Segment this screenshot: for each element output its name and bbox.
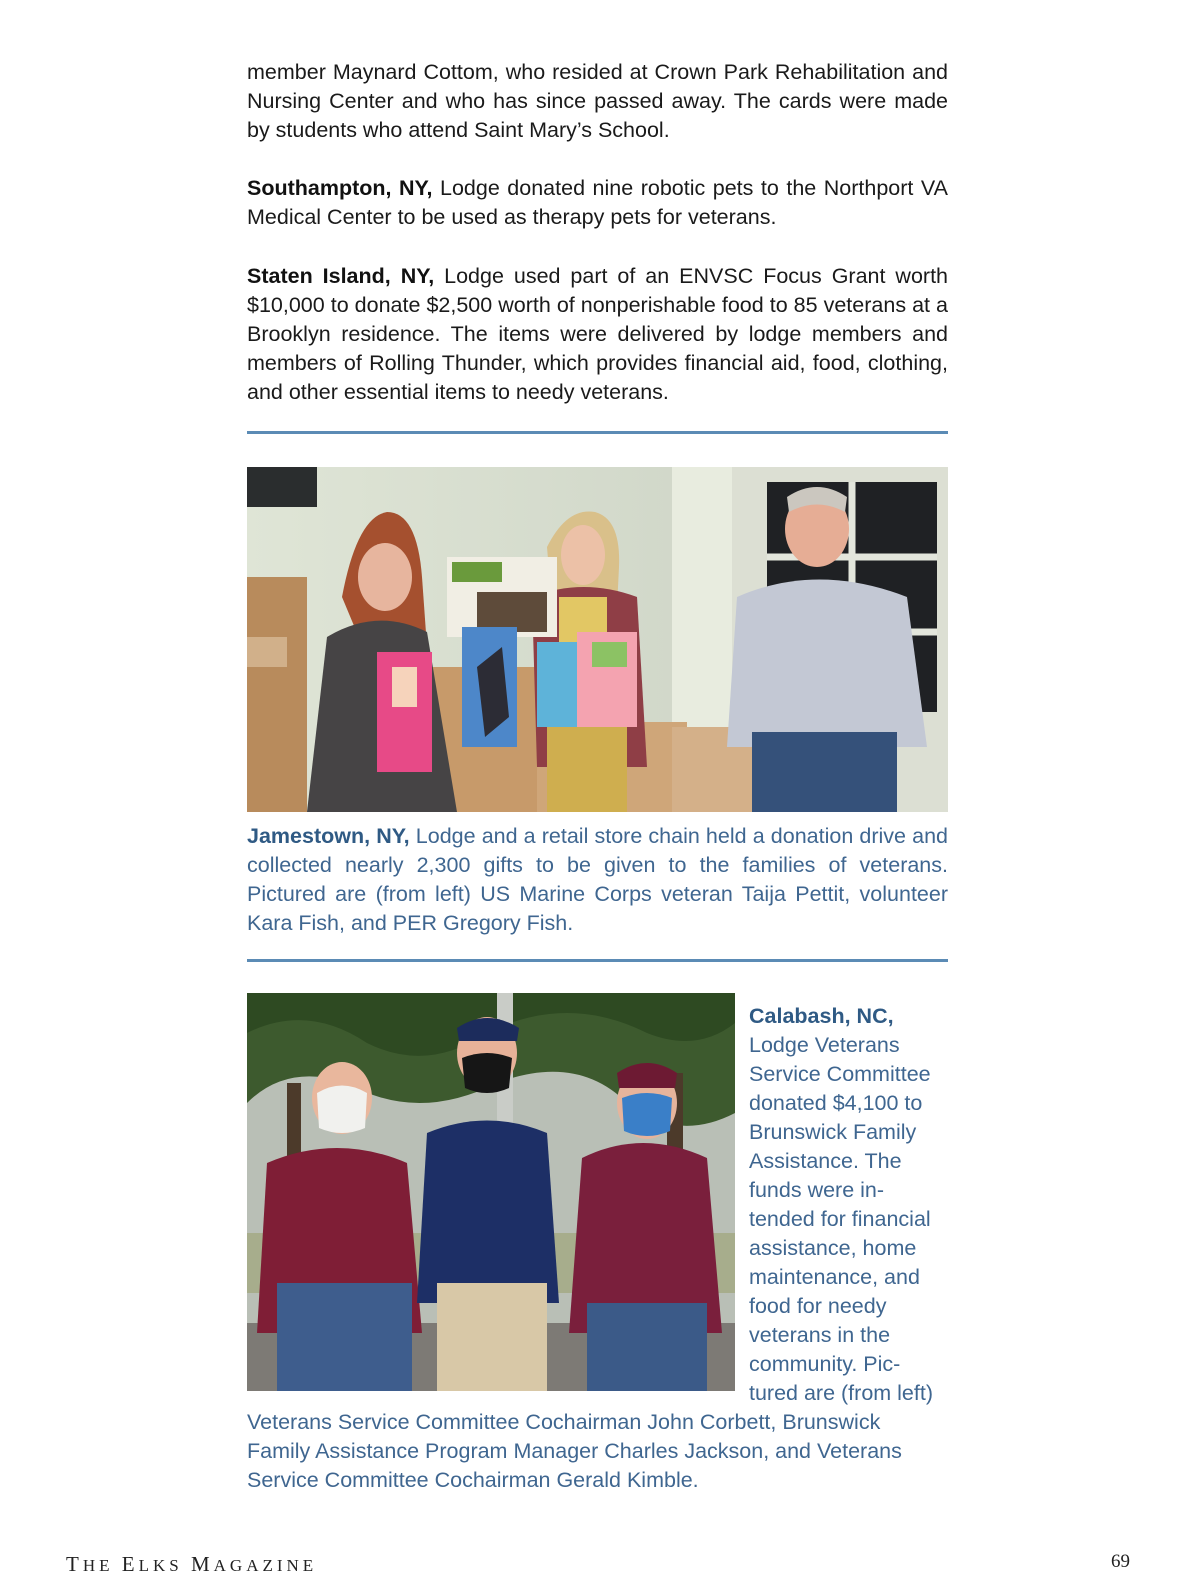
page-number: 69 xyxy=(1111,1551,1130,1572)
jamestown-caption-block xyxy=(247,822,948,938)
calabash-bottom-caption xyxy=(247,1408,967,1495)
calabash-line: community. Pic- xyxy=(749,1352,901,1376)
calabash-photo-illustration xyxy=(247,993,735,1391)
section-divider-2 xyxy=(247,959,948,962)
magazine-title: THE ELKS MAGAZINE xyxy=(66,1552,318,1576)
calabash-line: funds were in- xyxy=(749,1178,885,1202)
calabash-line: tured are (from left) xyxy=(749,1381,933,1405)
jamestown-photo xyxy=(247,467,948,812)
calabash-line: tended for financial xyxy=(749,1207,931,1231)
paragraph-southampton xyxy=(247,174,948,232)
calabash-bottom-line: Veterans Service Committee Cochairman John Corbett, Brunswick xyxy=(247,1410,881,1434)
calabash-line: veterans in the xyxy=(749,1323,891,1347)
calabash-line: maintenance, and xyxy=(749,1265,920,1289)
lodge-name-calabash: Calabash, NC, xyxy=(749,1004,894,1028)
calabash-line: donated $4,100 to xyxy=(749,1091,923,1115)
article-staten-island xyxy=(247,262,948,407)
paragraph-cottom: member Maynard Cottom, who resided at Crown Park Rehabilitation and Nursing Center and who has since passed away. The cards were made by students who attend Saint Mary’s School. xyxy=(247,60,948,142)
calabash-line: assistance, home xyxy=(749,1236,917,1260)
calabash-line: Service Committee xyxy=(749,1062,931,1086)
jamestown-caption xyxy=(247,822,948,938)
southampton-text: Lodge donated nine robotic pets to the Northport VA Medical Center to be used as therapy pets for veterans. xyxy=(247,176,948,229)
calabash-line: Assistance. The xyxy=(749,1149,902,1173)
section-divider-1 xyxy=(247,431,948,434)
calabash-photo xyxy=(247,993,735,1391)
lodge-name-jamestown: Jamestown, NY, xyxy=(247,824,410,848)
lodge-name-staten-island: Staten Island, NY, xyxy=(247,264,435,288)
lodge-name-southampton: Southampton, NY, xyxy=(247,176,433,200)
article-southampton xyxy=(247,174,948,232)
calabash-line: food for needy xyxy=(749,1294,887,1318)
calabash-bottom-line: Family Assistance Program Manager Charles Jackson, and Veterans xyxy=(247,1439,902,1463)
staten-island-text: Lodge used part of an ENVSC Focus Grant worth $10,000 to donate $2,500 worth of nonperishable food to 85 veterans at a Brooklyn residence. The items were delivered by lodge members and members of Rolling Thunder, which provides financial aid, food, clothing, and other essential items to needy veterans. xyxy=(247,264,948,404)
jamestown-caption-text: Lodge and a retail store chain held a donation drive and collected nearly 2,300 gifts to be given to the families of veterans. Pictured are (from left) US Marine Corps veteran Taija Pettit, volunteer Kara Fish, and PER Gregory Fish. xyxy=(247,824,948,935)
jamestown-photo-illustration xyxy=(247,467,948,812)
calabash-bottom-line: Service Committee Cochairman Gerald Kimble. xyxy=(247,1468,699,1492)
article-continuation xyxy=(247,58,948,145)
calabash-line: Brunswick Family xyxy=(749,1120,917,1144)
calabash-side-caption xyxy=(749,1002,949,1408)
paragraph-staten-island xyxy=(247,262,948,407)
calabash-line: Lodge Veterans xyxy=(749,1033,900,1057)
